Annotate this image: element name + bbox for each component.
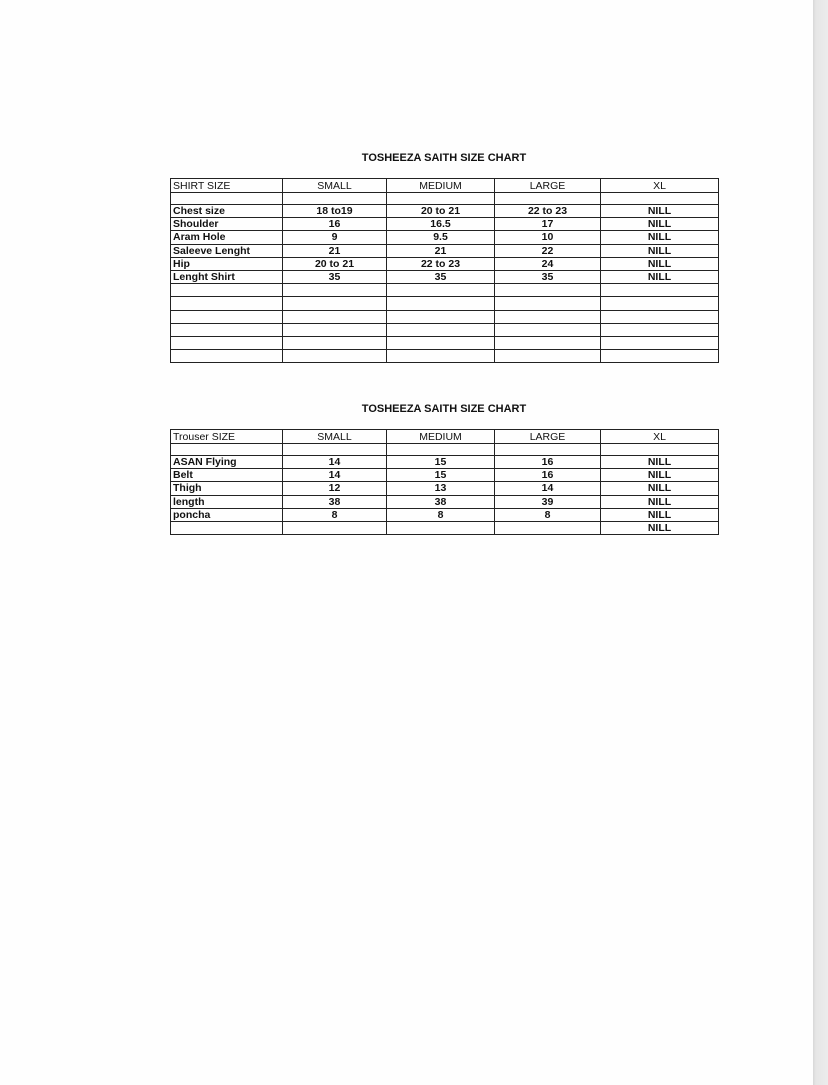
cell-xl: NILL — [601, 521, 719, 534]
cell-label: ASAN Flying — [171, 456, 283, 469]
shirt-header-medium: MEDIUM — [387, 179, 495, 193]
cell-small: 14 — [283, 469, 387, 482]
trouser-header-large: LARGE — [495, 430, 601, 444]
cell-large: 35 — [495, 270, 601, 283]
cell-label: poncha — [171, 508, 283, 521]
cell-large — [495, 336, 601, 349]
cell-large: 14 — [495, 482, 601, 495]
cell-medium: 22 to 23 — [387, 257, 495, 270]
blank-spacer-row — [171, 193, 719, 205]
cell-medium — [387, 350, 495, 363]
cell-large: 10 — [495, 231, 601, 244]
cell-medium: 9.5 — [387, 231, 495, 244]
table-row — [171, 350, 719, 363]
cell-label — [171, 350, 283, 363]
cell-xl: NILL — [601, 482, 719, 495]
cell-label: Shoulder — [171, 218, 283, 231]
shirt-header-label: SHIRT SIZE — [171, 179, 283, 193]
cell-large: 8 — [495, 508, 601, 521]
cell-medium: 15 — [387, 456, 495, 469]
blank-cell — [283, 444, 387, 456]
table-row — [171, 469, 719, 482]
cell-medium — [387, 336, 495, 349]
blank-cell — [495, 444, 601, 456]
trouser-chart-title: TOSHEEZA SAITH SIZE CHART — [361, 403, 527, 415]
cell-label — [171, 297, 283, 310]
cell-medium: 13 — [387, 482, 495, 495]
cell-medium — [387, 521, 495, 534]
page-edge-shadow — [813, 0, 828, 1085]
cell-xl: NILL — [601, 244, 719, 257]
shirt-size-table — [170, 178, 719, 363]
table-row — [171, 270, 719, 283]
cell-small — [283, 284, 387, 297]
cell-small — [283, 350, 387, 363]
blank-cell — [601, 444, 719, 456]
cell-label — [171, 521, 283, 534]
table-row — [171, 521, 719, 534]
cell-xl: NILL — [601, 218, 719, 231]
table-row — [171, 218, 719, 231]
cell-small — [283, 310, 387, 323]
cell-xl — [601, 323, 719, 336]
cell-label: Chest size — [171, 205, 283, 218]
cell-xl: NILL — [601, 205, 719, 218]
cell-label — [171, 323, 283, 336]
cell-small: 35 — [283, 270, 387, 283]
cell-large: 22 to 23 — [495, 205, 601, 218]
blank-cell — [171, 193, 283, 205]
table-row — [171, 284, 719, 297]
cell-large — [495, 323, 601, 336]
cell-label: Belt — [171, 469, 283, 482]
cell-large — [495, 350, 601, 363]
blank-cell — [495, 193, 601, 205]
cell-medium — [387, 310, 495, 323]
cell-xl — [601, 336, 719, 349]
cell-large — [495, 310, 601, 323]
cell-medium: 20 to 21 — [387, 205, 495, 218]
cell-label: Saleeve Lenght — [171, 244, 283, 257]
cell-medium: 8 — [387, 508, 495, 521]
cell-small: 8 — [283, 508, 387, 521]
cell-label — [171, 310, 283, 323]
cell-large: 16 — [495, 456, 601, 469]
table-row — [171, 297, 719, 310]
cell-large — [495, 521, 601, 534]
cell-large: 16 — [495, 469, 601, 482]
table-row — [171, 495, 719, 508]
cell-label: Aram Hole — [171, 231, 283, 244]
cell-medium: 35 — [387, 270, 495, 283]
cell-large: 17 — [495, 218, 601, 231]
table-row — [171, 456, 719, 469]
table-row — [171, 482, 719, 495]
cell-xl — [601, 284, 719, 297]
cell-small — [283, 521, 387, 534]
cell-small — [283, 323, 387, 336]
trouser-header-xl: XL — [601, 430, 719, 444]
cell-label: Lenght Shirt — [171, 270, 283, 283]
cell-medium — [387, 297, 495, 310]
cell-medium: 21 — [387, 244, 495, 257]
shirt-header-xl: XL — [601, 179, 719, 193]
shirt-header-small: SMALL — [283, 179, 387, 193]
cell-small — [283, 336, 387, 349]
cell-medium: 15 — [387, 469, 495, 482]
blank-cell — [387, 444, 495, 456]
cell-large: 39 — [495, 495, 601, 508]
trouser-size-table — [170, 429, 719, 535]
cell-medium — [387, 323, 495, 336]
trouser-header-row — [171, 430, 719, 444]
cell-label: length — [171, 495, 283, 508]
table-row — [171, 323, 719, 336]
shirt-header-row — [171, 179, 719, 193]
trouser-header-label: Trouser SIZE — [171, 430, 283, 444]
table-row — [171, 244, 719, 257]
trouser-header-medium: MEDIUM — [387, 430, 495, 444]
table-row — [171, 508, 719, 521]
cell-xl — [601, 297, 719, 310]
cell-xl — [601, 350, 719, 363]
cell-xl: NILL — [601, 231, 719, 244]
cell-large — [495, 297, 601, 310]
cell-xl: NILL — [601, 508, 719, 521]
shirt-chart-title: TOSHEEZA SAITH SIZE CHART — [361, 152, 527, 164]
cell-small: 38 — [283, 495, 387, 508]
cell-large: 22 — [495, 244, 601, 257]
table-row — [171, 310, 719, 323]
cell-medium — [387, 284, 495, 297]
cell-small: 18 to19 — [283, 205, 387, 218]
cell-xl: NILL — [601, 456, 719, 469]
cell-small: 21 — [283, 244, 387, 257]
cell-xl: NILL — [601, 257, 719, 270]
cell-xl: NILL — [601, 270, 719, 283]
table-row — [171, 231, 719, 244]
blank-cell — [387, 193, 495, 205]
cell-medium: 38 — [387, 495, 495, 508]
cell-label: Thigh — [171, 482, 283, 495]
blank-cell — [171, 444, 283, 456]
blank-cell — [283, 193, 387, 205]
cell-small: 16 — [283, 218, 387, 231]
table-row — [171, 257, 719, 270]
shirt-header-large: LARGE — [495, 179, 601, 193]
cell-label: Hip — [171, 257, 283, 270]
cell-small: 12 — [283, 482, 387, 495]
trouser-header-small: SMALL — [283, 430, 387, 444]
blank-cell — [601, 193, 719, 205]
cell-label — [171, 336, 283, 349]
table-row — [171, 205, 719, 218]
cell-xl: NILL — [601, 469, 719, 482]
table-row — [171, 336, 719, 349]
cell-xl: NILL — [601, 495, 719, 508]
cell-small: 9 — [283, 231, 387, 244]
cell-large: 24 — [495, 257, 601, 270]
cell-xl — [601, 310, 719, 323]
cell-label — [171, 284, 283, 297]
blank-spacer-row — [171, 444, 719, 456]
cell-medium: 16.5 — [387, 218, 495, 231]
cell-small: 14 — [283, 456, 387, 469]
cell-small: 20 to 21 — [283, 257, 387, 270]
cell-small — [283, 297, 387, 310]
cell-large — [495, 284, 601, 297]
